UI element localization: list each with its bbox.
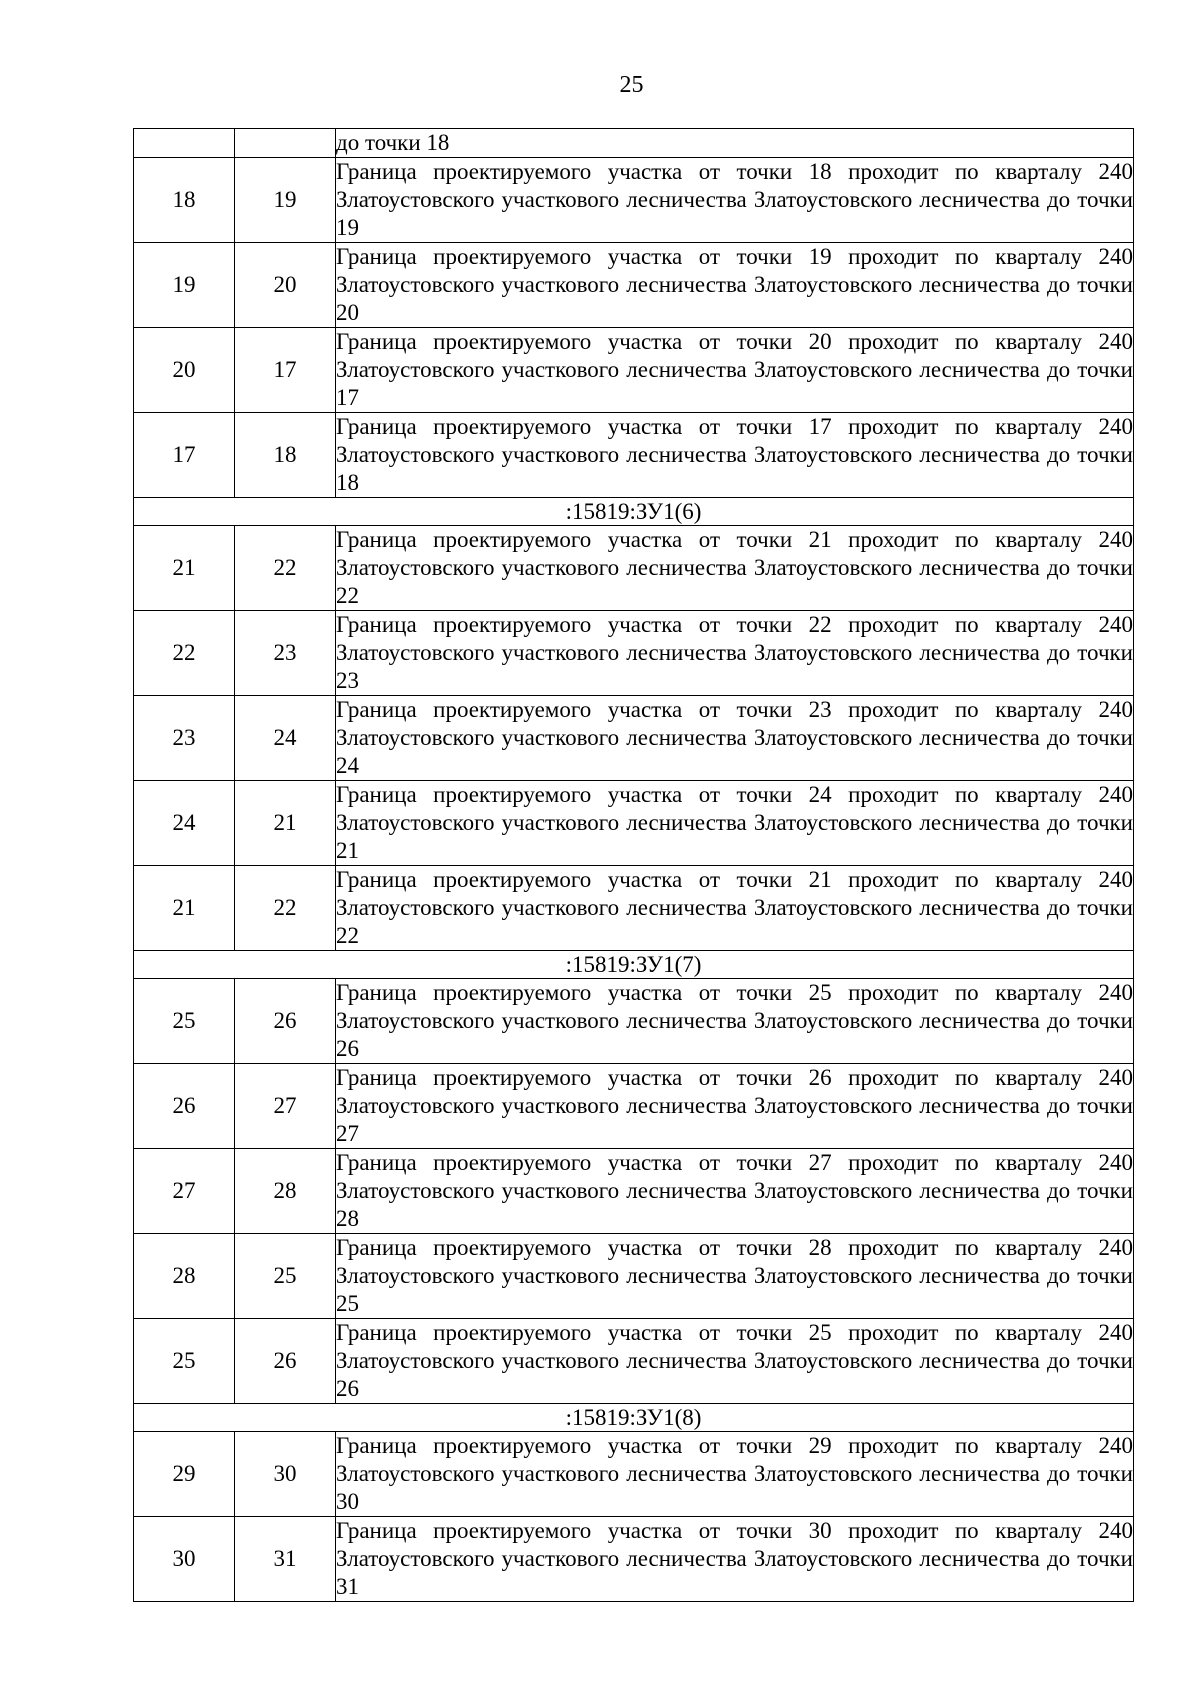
table-row	[134, 1432, 1134, 1517]
point-to-cell: 28	[235, 1149, 336, 1234]
point-from-cell: 21	[134, 526, 235, 611]
point-to-cell: 22	[235, 526, 336, 611]
boundary-table-body	[134, 129, 1134, 1602]
table-row	[134, 781, 1134, 866]
table-row	[134, 1149, 1134, 1234]
point-from-cell: 26	[134, 1064, 235, 1149]
point-to-cell	[235, 129, 336, 158]
table-row	[134, 979, 1134, 1064]
boundary-description-cell: Граница проектируемого участка от точки 26 проходит по кварталу 240 Златоустовского участкового лесничества Златоустовского лесничества до точки 27	[336, 1064, 1134, 1149]
point-to-cell: 20	[235, 243, 336, 328]
section-title: :15819:ЗУ1(6)	[134, 498, 1134, 526]
table-row	[134, 611, 1134, 696]
boundary-description-cell: Граница проектируемого участка от точки 24 проходит по кварталу 240 Златоустовского участкового лесничества Златоустовского лесничества до точки 21	[336, 781, 1134, 866]
boundary-description-cell: Граница проектируемого участка от точки 25 проходит по кварталу 240 Златоустовского участкового лесничества Златоустовского лесничества до точки 26	[336, 979, 1134, 1064]
section-title: :15819:ЗУ1(8)	[134, 1404, 1134, 1432]
table-row	[134, 129, 1134, 158]
point-from-cell	[134, 129, 235, 158]
section-header-row	[134, 498, 1134, 526]
section-header-row	[134, 1404, 1134, 1432]
point-from-cell: 23	[134, 696, 235, 781]
point-from-cell: 22	[134, 611, 235, 696]
boundary-description-cell: Граница проектируемого участка от точки 20 проходит по кварталу 240 Златоустовского участкового лесничества Златоустовского лесничества до точки 17	[336, 328, 1134, 413]
table-row	[134, 243, 1134, 328]
table-row	[134, 526, 1134, 611]
point-to-cell: 27	[235, 1064, 336, 1149]
point-to-cell: 21	[235, 781, 336, 866]
boundary-description-cell: Граница проектируемого участка от точки 27 проходит по кварталу 240 Златоустовского участкового лесничества Златоустовского лесничества до точки 28	[336, 1149, 1134, 1234]
table-row	[134, 866, 1134, 951]
point-from-cell: 19	[134, 243, 235, 328]
page-number: 25	[619, 72, 644, 98]
table-row	[134, 158, 1134, 243]
point-from-cell: 30	[134, 1517, 235, 1602]
point-from-cell: 29	[134, 1432, 235, 1517]
section-title: :15819:ЗУ1(7)	[134, 951, 1134, 979]
boundary-description-cell: Граница проектируемого участка от точки 21 проходит по кварталу 240 Златоустовского участкового лесничества Златоустовского лесничества до точки 22	[336, 866, 1134, 951]
table-row	[134, 696, 1134, 781]
point-to-cell: 18	[235, 413, 336, 498]
boundary-description-cell: Граница проектируемого участка от точки 23 проходит по кварталу 240 Златоустовского участкового лесничества Златоустовского лесничества до точки 24	[336, 696, 1134, 781]
boundary-description-cell: Граница проектируемого участка от точки 18 проходит по кварталу 240 Златоустовского участкового лесничества Златоустовского лесничества до точки 19	[336, 158, 1134, 243]
table-row	[134, 1234, 1134, 1319]
point-to-cell: 30	[235, 1432, 336, 1517]
point-to-cell: 24	[235, 696, 336, 781]
table-row	[134, 1319, 1134, 1404]
point-from-cell: 17	[134, 413, 235, 498]
point-from-cell: 25	[134, 979, 235, 1064]
table-row	[134, 413, 1134, 498]
point-to-cell: 17	[235, 328, 336, 413]
boundary-description-cell: Граница проектируемого участка от точки 21 проходит по кварталу 240 Златоустовского участкового лесничества Златоустовского лесничества до точки 22	[336, 526, 1134, 611]
boundary-description-cell: Граница проектируемого участка от точки 19 проходит по кварталу 240 Златоустовского участкового лесничества Златоустовского лесничества до точки 20	[336, 243, 1134, 328]
point-to-cell: 23	[235, 611, 336, 696]
boundary-description-cell: Граница проектируемого участка от точки 22 проходит по кварталу 240 Златоустовского участкового лесничества Златоустовского лесничества до точки 23	[336, 611, 1134, 696]
point-from-cell: 27	[134, 1149, 235, 1234]
boundary-description-cell: Граница проектируемого участка от точки 29 проходит по кварталу 240 Златоустовского участкового лесничества Златоустовского лесничества до точки 30	[336, 1432, 1134, 1517]
point-to-cell: 22	[235, 866, 336, 951]
point-from-cell: 24	[134, 781, 235, 866]
point-to-cell: 26	[235, 1319, 336, 1404]
point-to-cell: 19	[235, 158, 336, 243]
table-row	[134, 328, 1134, 413]
boundary-description-cell: Граница проектируемого участка от точки 30 проходит по кварталу 240 Златоустовского участкового лесничества Златоустовского лесничества до точки 31	[336, 1517, 1134, 1602]
point-from-cell: 20	[134, 328, 235, 413]
boundary-table	[133, 128, 1134, 1602]
point-to-cell: 26	[235, 979, 336, 1064]
boundary-description-cell: Граница проектируемого участка от точки 25 проходит по кварталу 240 Златоустовского участкового лесничества Златоустовского лесничества до точки 26	[336, 1319, 1134, 1404]
boundary-description-cell: Граница проектируемого участка от точки 17 проходит по кварталу 240 Златоустовского участкового лесничества Златоустовского лесничества до точки 18	[336, 413, 1134, 498]
table-row	[134, 1517, 1134, 1602]
point-from-cell: 18	[134, 158, 235, 243]
point-to-cell: 31	[235, 1517, 336, 1602]
point-from-cell: 25	[134, 1319, 235, 1404]
point-from-cell: 28	[134, 1234, 235, 1319]
point-from-cell: 21	[134, 866, 235, 951]
boundary-description-cell: Граница проектируемого участка от точки 28 проходит по кварталу 240 Златоустовского участкового лесничества Златоустовского лесничества до точки 25	[336, 1234, 1134, 1319]
point-to-cell: 25	[235, 1234, 336, 1319]
boundary-description-cell: до точки 18	[336, 129, 1134, 158]
table-row	[134, 1064, 1134, 1149]
section-header-row	[134, 951, 1134, 979]
